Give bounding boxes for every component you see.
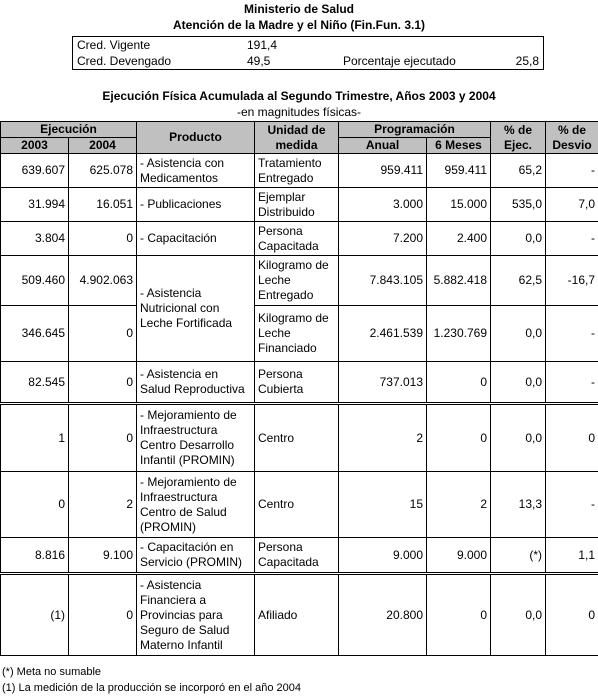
cell-2004: 0 <box>69 362 137 404</box>
cell-producto: - Mejoramiento de Infraestructura Centro Desarrollo Infantil (PROMIN) <box>137 404 255 472</box>
cell-unidad: Kilogramo de Leche Entregado <box>255 256 339 306</box>
cell-anual: 2.461.539 <box>339 306 427 362</box>
cell-producto: - Publicaciones <box>137 188 255 222</box>
cell-2003: (1) <box>1 574 69 656</box>
cell-pct-desvio: -16,7 <box>546 256 598 306</box>
cell-unidad: Tratamiento Entregado <box>255 154 339 188</box>
cell-2004: 16.051 <box>69 188 137 222</box>
cell-pct-desvio: - <box>546 154 598 188</box>
cell-anual: 737.013 <box>339 362 427 404</box>
cell-6-meses: 0 <box>427 574 491 656</box>
cell-unidad: Afiliado <box>255 574 339 656</box>
cell-2003: 0 <box>1 472 69 538</box>
cell-pct-ejec: 0,0 <box>491 222 546 256</box>
porcentaje-label: Porcentaje ejecutado <box>343 54 456 68</box>
cell-2004: 9.100 <box>69 538 137 574</box>
cell-anual: 7.200 <box>339 222 427 256</box>
table-row <box>1 574 598 656</box>
cell-pct-ejec: 0,0 <box>491 404 546 472</box>
cell-pct-ejec: 65,2 <box>491 154 546 188</box>
footnote-medicion: (1) La medición de la producción se incorporó en el año 2004 <box>2 682 302 694</box>
cell-unidad: Kilogramo de Leche Financiado <box>255 306 339 362</box>
cell-producto: - Capacitación <box>137 222 255 256</box>
cell-unidad: Persona Cubierta <box>255 362 339 404</box>
cell-pct-desvio: - <box>546 306 598 362</box>
cell-unidad: Ejemplar Distribuido <box>255 188 339 222</box>
cell-pct-ejec: 62,5 <box>491 256 546 306</box>
header-2003: 2003 <box>1 138 69 154</box>
cell-2003: 3.804 <box>1 222 69 256</box>
cell-producto: - Capacitación en Servicio (PROMIN) <box>137 538 255 574</box>
cell-producto: - Mejoramiento de Infraestructura Centro de Salud (PROMIN) <box>137 472 255 538</box>
cell-pct-desvio: 0 <box>546 404 598 472</box>
cell-6-meses: 9.000 <box>427 538 491 574</box>
cell-6-meses: 2 <box>427 472 491 538</box>
cell-6-meses: 959.411 <box>427 154 491 188</box>
credit-summary-box <box>72 36 544 70</box>
cred-vigente-value: 191,4 <box>247 38 278 52</box>
table-row <box>1 538 598 574</box>
header-2004: 2004 <box>69 138 137 154</box>
cell-2004: 0 <box>69 306 137 362</box>
cell-anual: 20.800 <box>339 574 427 656</box>
cred-devengado-label: Cred. Devengado <box>77 54 172 68</box>
cell-pct-ejec: (*) <box>491 538 546 574</box>
cell-pct-desvio: 1,1 <box>546 538 598 574</box>
table-row <box>1 306 598 362</box>
cell-anual: 959.411 <box>339 154 427 188</box>
cell-unidad: Persona Capacitada <box>255 222 339 256</box>
cell-producto: - Asistencia con Medicamentos <box>137 154 255 188</box>
cell-producto: - Asistencia en Salud Reproductiva <box>137 362 255 404</box>
footnote-meta-no-sumable: (*) Meta no sumable <box>2 666 102 678</box>
header-programacion: Programación <box>339 122 491 138</box>
program-title: Atención de la Madre y el Niño (Fin.Fun. 3.1) <box>172 18 426 32</box>
cell-2004: 625.078 <box>69 154 137 188</box>
cell-pct-desvio: - <box>546 362 598 404</box>
cell-6-meses: 5.882.418 <box>427 256 491 306</box>
cell-pct-ejec: 0,0 <box>491 574 546 656</box>
cell-pct-ejec: 0,0 <box>491 362 546 404</box>
cell-unidad: Persona Capacitada <box>255 538 339 574</box>
cell-2004: 2 <box>69 472 137 538</box>
cred-vigente-label: Cred. Vigente <box>77 38 151 52</box>
cred-devengado-value: 49,5 <box>247 54 271 68</box>
table-row <box>1 362 598 404</box>
header-pct-ejec: % de Ejec. <box>491 122 546 154</box>
cell-6-meses: 15.000 <box>427 188 491 222</box>
cell-anual: 15 <box>339 472 427 538</box>
cell-producto: - Asistencia Financiera a Provincias para Seguro de Salud Materno Infantil <box>137 574 255 656</box>
cell-unidad: Centro <box>255 404 339 472</box>
table-row <box>1 222 598 256</box>
table-title: Ejecución Física Acumulada al Segundo Trimestre, Años 2003 y 2004 <box>102 89 496 103</box>
header-ejecucion: Ejecución <box>1 122 137 138</box>
cell-2004: 0 <box>69 404 137 472</box>
cell-pct-ejec: 13,3 <box>491 472 546 538</box>
header-pct-desvio: % de Desvio <box>546 122 598 154</box>
cell-2003: 509.460 <box>1 256 69 306</box>
table-subtitle: -en magnitudes físicas- <box>236 105 362 119</box>
execution-table <box>0 121 598 656</box>
cell-anual: 2 <box>339 404 427 472</box>
cell-2003: 346.645 <box>1 306 69 362</box>
header-producto: Producto <box>137 122 255 154</box>
cell-anual: 3.000 <box>339 188 427 222</box>
cell-6-meses: 0 <box>427 362 491 404</box>
cell-2003: 639.607 <box>1 154 69 188</box>
cell-2003: 82.545 <box>1 362 69 404</box>
table-row <box>1 188 598 222</box>
cell-6-meses: 2.400 <box>427 222 491 256</box>
table-row <box>1 256 598 306</box>
cell-2004: 0 <box>69 574 137 656</box>
cell-2003: 8.816 <box>1 538 69 574</box>
porcentaje-value: 25,8 <box>515 54 539 68</box>
cell-2003: 1 <box>1 404 69 472</box>
cell-6-meses: 1.230.769 <box>427 306 491 362</box>
table-row <box>1 154 598 188</box>
cell-anual: 7.843.105 <box>339 256 427 306</box>
cell-unidad: Centro <box>255 472 339 538</box>
header-anual: Anual <box>339 138 427 154</box>
cell-pct-ejec: 0,0 <box>491 306 546 362</box>
cell-pct-desvio: 7,0 <box>546 188 598 222</box>
cell-2004: 4.902.063 <box>69 256 137 306</box>
cell-pct-desvio: 0 <box>546 574 598 656</box>
cell-pct-desvio: - <box>546 222 598 256</box>
cell-6-meses: 0 <box>427 404 491 472</box>
cell-2004: 0 <box>69 222 137 256</box>
header-6-meses: 6 Meses <box>427 138 491 154</box>
cell-pct-ejec: 535,0 <box>491 188 546 222</box>
cell-pct-desvio: - <box>546 472 598 538</box>
ministry-title: Ministerio de Salud <box>243 2 354 16</box>
cell-producto: - Asistencia Nutricional con Leche Fortificada <box>137 256 255 362</box>
cell-anual: 9.000 <box>339 538 427 574</box>
table-row <box>1 404 598 472</box>
cell-2003: 31.994 <box>1 188 69 222</box>
table-row <box>1 472 598 538</box>
header-unidad: Unidad de medida <box>255 122 339 154</box>
